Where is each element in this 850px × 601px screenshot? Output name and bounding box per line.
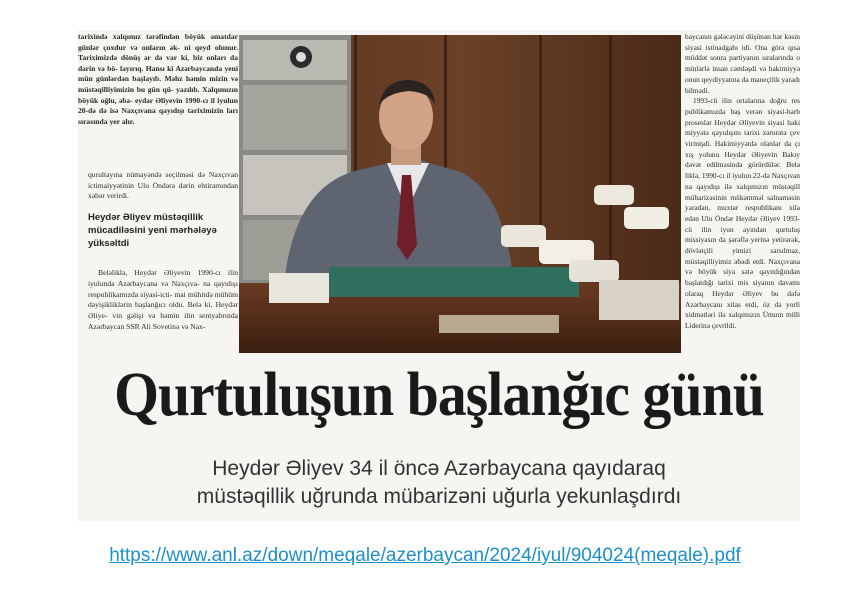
subtitle-line-1: Heydər Əliyev 34 il öncə Azərbaycana qayıdaraq (212, 457, 666, 480)
left-column-text-1 (88, 170, 238, 202)
right-paragraph-2: 1993-cü ilin ortalarına doğru res publikamızda baş verən siyasi-hərb proseslər Heydər Əliyevin siyasi haki miyyətə qayıdışını tarixi zərurətə çev virmişdi. Hakimiyyətdə olanlar da çı xış yolunu Heydər Əliyevin Bakıy dəvət edilməsində görürdülər. Belə liklə, 1990-cı il iyulun 22-də Naxçıvan na qayıdışı ilə xalqımızın müstəqill mübarizəsinin mükəmməl salnaməsin yaradan, muxtar respublikanı xila edən Ulu Öndər Heydər Əliyev 1993-cü ilin iyun ayından qurtuluş missiyasın da şərəflə yerinə yetirərək, dövlətçili yimizi sarsılmaz, müstəqilliyimiz əbədi etdi. Naxçıvana və böyük siya sətə qayıtdığından başlatdığı tarixi mis siyanın davamı olaraq Heydər Əliyev bu dəfə Azərbaycanı xilas etdi, öz də yorli xidmətləri ilə xalqımızın Ümum milli Liderinə çevrildi. (685, 96, 800, 330)
portrait-photo (239, 35, 681, 353)
article-headline: Qurtuluşun başlanğıc günü (114, 361, 764, 429)
article-subtitle (78, 455, 800, 511)
article-subheading: Heydər Əliyev müstəqillik mücadiləsini yeni mərhələyə yüksəltdi (88, 212, 217, 249)
right-paragraph-1: baycanın gələcəyini düşünən hər kəsin siyasi istinadgahı idi. Ona görə qısa müddət sonra partiyanın sıralarında o minlərlə insan cəmləşdi və hakimiyyə onun qeydiyyatına da maneçilik yaradı bilmədi. (685, 32, 800, 95)
newspaper-clipping (78, 30, 800, 521)
left-column-text-2 (88, 268, 238, 333)
right-column-text (685, 32, 800, 332)
left-bold-paragraph: tarixində xalqımız tərəfindən böyük əmatdar günlər çoxdur və onların ək- ni qeyd olunur. Tariximizdə dönüş ər də var ki, biz onları da dərin və bö- layırıq. Hansı ki Azərbaycanda yeni mün günlərdən başlayıb. Məhz həmin mizin və müstəqilliyimizin bu gün qü- yazılıb. Xalqımızın böyük oğlu, əbə- eydər Əliyevin 1990-cı il iyulun 20-də də isə Naxçıvana qayıdışı tariximizin ları sırasında yer alır. (78, 32, 238, 126)
left-paragraph-2: Beləliklə, Heydər Əliyevin 1990-cı ilin iyulunda Azərbaycana və Naxçıva- na qayıdışı respublikamızda siyasi-icti- mai mühitdə mühüm dəyişikliklərin başlanğıcı oldu. Belə ki, Heydər Əliye- vin gəlişi və həmin ilin sentyabrında Azərbaycan SSR Ali Sovetinə və Nax- (88, 268, 238, 331)
source-link[interactable]: https://www.anl.az/down/meqale/azerbaycan/2024/iyul/904024(meqale).pdf (109, 545, 741, 566)
left-column-bold-text (78, 32, 238, 127)
subtitle-line-2: müstəqillik uğrunda mübarizəni uğurla yekunlaşdırdı (196, 485, 682, 508)
left-paragraph-1: qurultayına nümayəndə seçilməsi də Naxçıvan ictimaiyyətinin Ulu Öndərə dərin ehtiramından xəbər verirdi. (88, 170, 238, 201)
